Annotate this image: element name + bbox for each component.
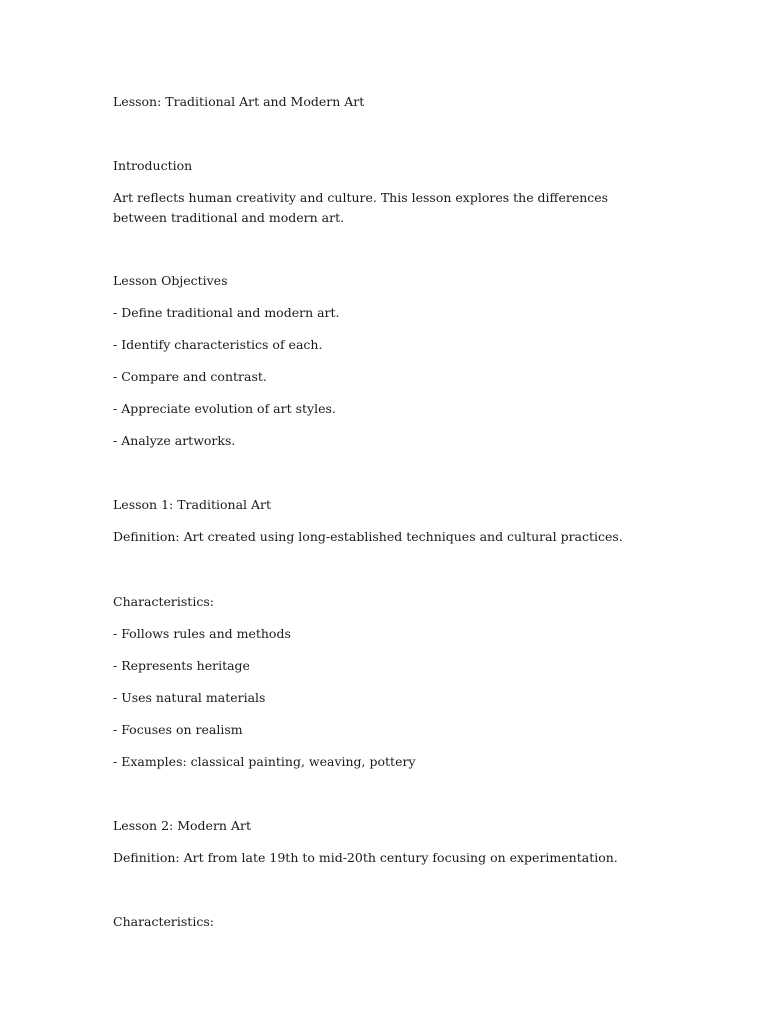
objective-item: - Compare and contrast. (113, 369, 267, 384)
lesson1-characteristic-item: - Focuses on realism (113, 722, 243, 737)
objective-item: - Identify characteristics of each. (113, 337, 323, 352)
lesson2-definition: Definition: Art from late 19th to mid-20th century focusing on experimentation. (113, 850, 618, 865)
lesson1-characteristic-item: - Represents heritage (113, 658, 250, 673)
introduction-paragraph: Art reflects human creativity and culture. This lesson explores the differences between traditional and modern art. (113, 190, 609, 225)
objective-item: - Appreciate evolution of art styles. (113, 401, 336, 416)
lesson1-definition: Definition: Art created using long-established techniques and cultural practices. (113, 529, 623, 544)
objectives-heading: Lesson Objectives (113, 273, 228, 288)
lesson1-heading: Lesson 1: Traditional Art (113, 497, 272, 512)
objective-item: - Define traditional and modern art. (113, 305, 340, 320)
objective-item: - Analyze artworks. (113, 433, 236, 448)
document-title: Lesson: Traditional Art and Modern Art (113, 94, 365, 109)
lesson1-characteristic-item: - Examples: classical painting, weaving, pottery (113, 754, 416, 769)
lesson2-heading: Lesson 2: Modern Art (113, 818, 251, 833)
lesson2-characteristics-heading: Characteristics: (113, 914, 214, 929)
lesson1-characteristics-heading: Characteristics: (113, 594, 214, 609)
lesson1-characteristic-item: - Follows rules and methods (113, 626, 291, 641)
introduction-heading: Introduction (113, 158, 193, 173)
lesson1-characteristic-item: - Uses natural materials (113, 690, 266, 705)
